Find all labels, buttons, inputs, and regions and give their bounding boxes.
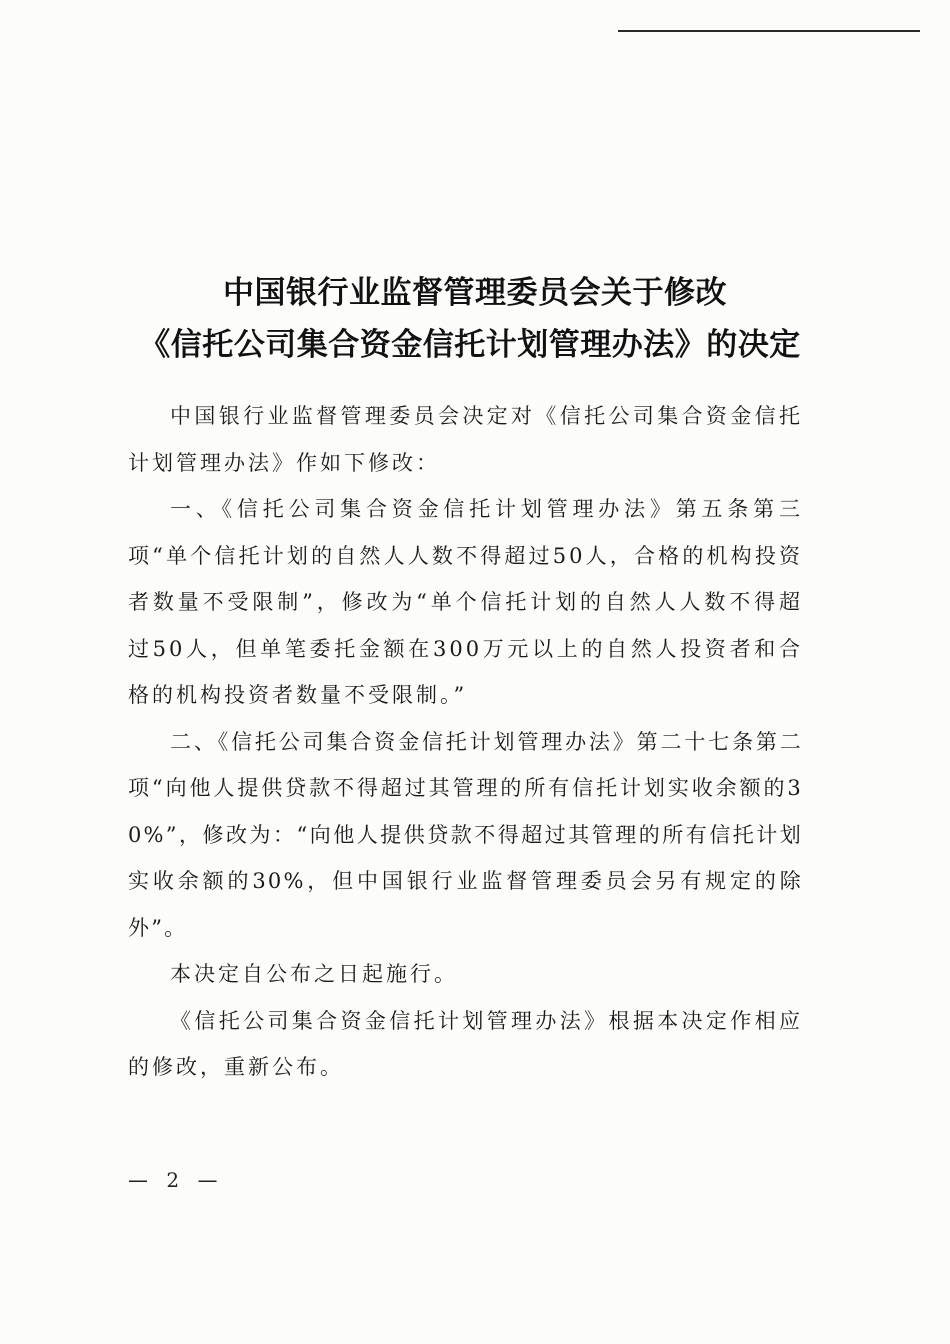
paragraph-amendment-2: 二、《信托公司集合资金信托计划管理办法》第二十七条第二项“向他人提供贷款不得超过其管理的所有信托计划实收余额的30%”，修改为：“向他人提供贷款不得超过其管理的所有信托计划实收余额的30%，但中国银行业监督管理委员会另有规定的除外”。 — [128, 729, 803, 940]
header-rule — [618, 30, 920, 32]
paragraph-republish: 《信托公司集合资金信托计划管理办法》根据本决定作相应的修改，重新公布。 — [128, 1008, 803, 1079]
document-body — [128, 393, 803, 1091]
page-number-dash-right: — — [197, 1168, 224, 1192]
page-number — [128, 1168, 223, 1192]
page-number-value: 2 — [166, 1168, 186, 1192]
document-title — [0, 267, 950, 371]
paragraph-effective-date: 本决定自公布之日起施行。 — [170, 962, 458, 986]
title-line-1: 中国银行业监督管理委员会关于修改 — [223, 274, 727, 311]
paragraph-amendment-1: 一、《信托公司集合资金信托计划管理办法》第五条第三项“单个信托计划的自然人人数不得超过50人，合格的机构投资者数量不受限制”，修改为“单个信托计划的自然人人数不得超过50人，但单笔委托金额在300万元以上的自然人投资者和合格的机构投资者数量不受限制。” — [128, 497, 803, 707]
paragraph-intro: 中国银行业监督管理委员会决定对《信托公司集合资金信托计划管理办法》作如下修改： — [128, 404, 803, 475]
page-number-dash-left: — — [128, 1168, 154, 1192]
title-line-2: 《信托公司集合资金信托计划管理办法》的决定 — [139, 326, 801, 363]
